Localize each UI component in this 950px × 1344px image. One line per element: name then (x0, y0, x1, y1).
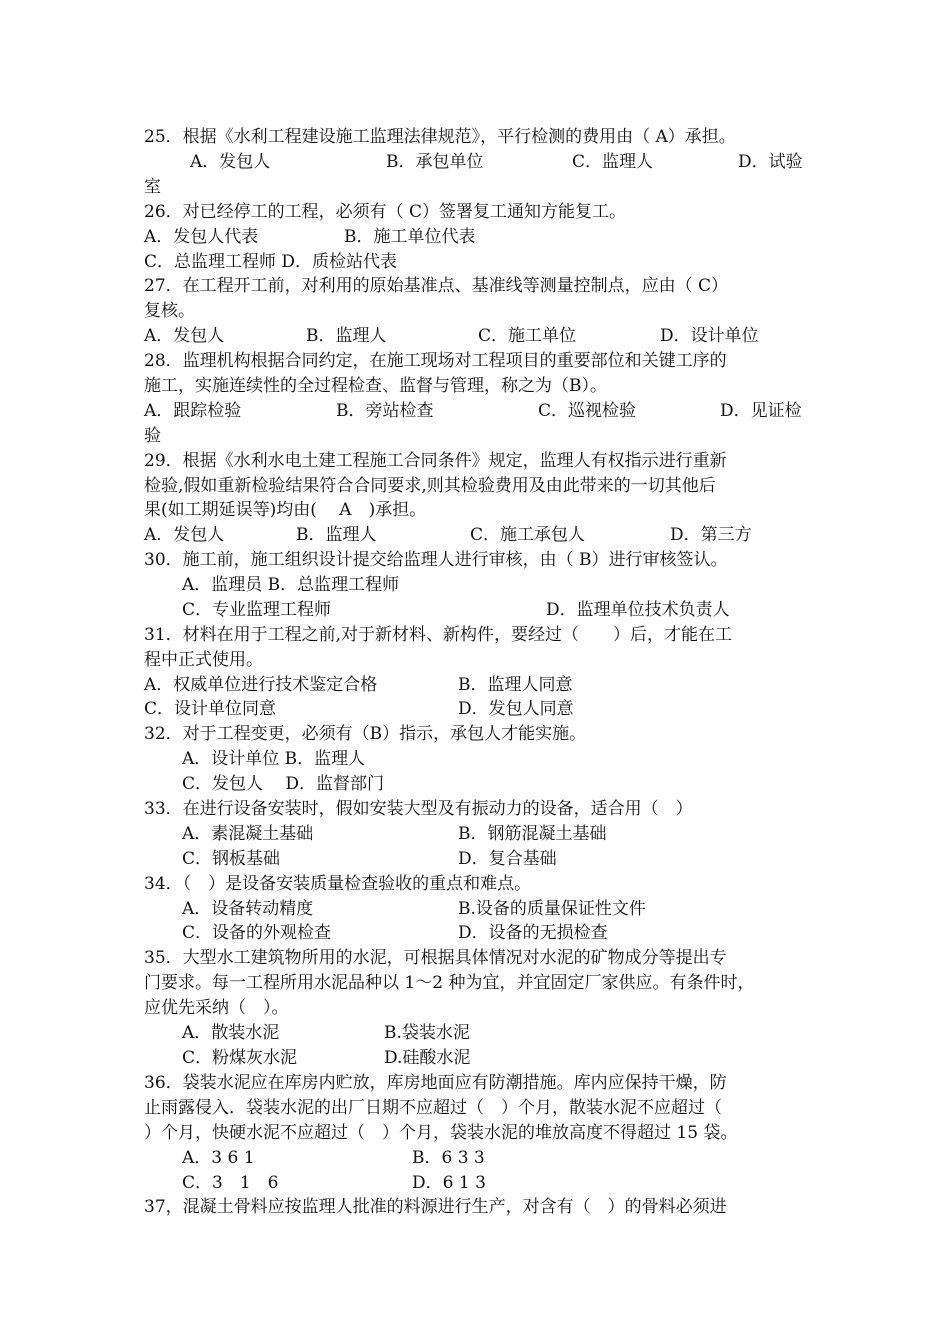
q32-options-ab: A．设计单位 B．监理人 (182, 749, 366, 769)
q35-option-c: C．粉煤灰水泥 (182, 1048, 298, 1068)
q27-question-wrap: 复核。 (144, 301, 195, 321)
q35-question-wrap-2: 应优先采纳（ ）。 (144, 998, 289, 1018)
q29-option-d: D．第三方 (670, 525, 752, 545)
q27-option-d: D．设计单位 (660, 326, 759, 346)
q29-option-b: B．监理人 (296, 525, 377, 545)
q36-question: 36．袋装水泥应在库房内贮放，库房地面应有防潮措施。库内应保持干燥，防 (144, 1073, 727, 1093)
q36-option-a: A．3 6 1 (182, 1148, 255, 1168)
q36-option-b: B．6 3 3 (412, 1148, 485, 1168)
q35-option-a: A．散装水泥 (182, 1023, 280, 1043)
q32-options-cd: C．发包人 D．监督部门 (182, 774, 385, 794)
q34-question: 34．（ ）是设备安装质量检查验收的重点和难点。 (144, 874, 532, 894)
q27-question: 27．在工程开工前，对利用的原始基准点、基准线等测量控制点，应由（ C） (144, 276, 729, 296)
q29-question-wrap-1: 检验,假如重新检验结果符合合同要求,则其检验费用及由此带来的一切其他后 (144, 476, 716, 496)
q28-question-wrap: 施工，实施连续性的全过程检查、监督与管理，称之为（B）。 (144, 376, 607, 396)
q33-option-a: A．素混凝土基础 (182, 824, 314, 844)
q37-question: 37，混凝土骨料应按监理人批准的料源进行生产，对含有（ ）的骨料必须进 (144, 1197, 727, 1217)
q35-option-d: D.硅酸水泥 (384, 1048, 471, 1068)
q25-option-d-wrap: 室 (144, 177, 161, 197)
q30-option-c: C．专业监理工程师 (182, 600, 332, 620)
q31-option-d: D．发包人同意 (458, 699, 574, 719)
q28-option-d: D．见证检 (720, 401, 802, 421)
q25-option-a: A．发包人 (190, 152, 271, 172)
q25-option-c: C．监理人 (572, 152, 654, 172)
q28-option-b: B．旁站检查 (336, 401, 434, 421)
q26-options-cd: C．总监理工程师 D．质检站代表 (144, 252, 398, 272)
q31-option-c: C．设计单位同意 (144, 699, 277, 719)
q31-question: 31．材料在用于工程之前,对于新材料、新构件，要经过（ ）后，才能在工 (144, 625, 733, 645)
q28-option-d-wrap: 验 (144, 426, 161, 446)
q31-option-b: B．监理人同意 (458, 675, 573, 695)
q26-question: 26．对已经停工的工程，必须有（ C）签署复工通知方能复工。 (144, 202, 627, 222)
q27-option-c: C．施工单位 (478, 326, 577, 346)
q30-option-d: D．监理单位技术负责人 (546, 600, 730, 620)
q33-option-b: B．钢筋混凝土基础 (458, 824, 607, 844)
q35-question-wrap-1: 门要求。每一工程所用水泥品种以 1～2 种为宜，并宜固定厂家供应。有条件时， (144, 973, 755, 993)
q31-option-a: A．权威单位进行技术鉴定合格 (144, 675, 378, 695)
q25-option-b: B．承包单位 (386, 152, 484, 172)
q30-question: 30．施工前，施工组织设计提交给监理人进行审核，由（ B）进行审核签认。 (144, 550, 728, 570)
q29-question: 29．根据《水利水电土建工程施工合同条件》规定，监理人有权指示进行重新 (144, 451, 727, 471)
q35-question: 35．大型水工建筑物所用的水泥，可根据具体情况对水泥的矿物成分等提出专 (144, 948, 727, 968)
q28-question: 28．监理机构根据合同约定，在施工现场对工程项目的重要部位和关键工序的 (144, 351, 727, 371)
q36-option-c: C．3 1 6 (182, 1173, 279, 1193)
q33-option-c: C．钢板基础 (182, 849, 281, 869)
q36-question-wrap-2: ）个月，快硬水泥不应超过（ ）个月，袋装水泥的堆放高度不得超过 15 袋。 (144, 1123, 738, 1143)
q27-option-b: B．监理人 (306, 326, 387, 346)
q31-question-wrap: 程中正式使用。 (144, 650, 263, 670)
q27-option-a: A．发包人 (144, 326, 225, 346)
q34-option-a: A．设备转动精度 (182, 899, 314, 919)
q34-option-d: D．设备的无损检查 (458, 923, 608, 943)
q36-question-wrap-1: 止雨露侵入．袋装水泥的出厂日期不应超过（ ）个月，散装水泥不应超过（ (144, 1098, 722, 1118)
q26-option-a: A．发包人代表 (144, 227, 259, 247)
q29-option-c: C．施工承包人 (470, 525, 586, 545)
q34-option-b: B.设备的质量保证性文件 (458, 899, 646, 919)
q32-question: 32．对于工程变更，必须有（B）指示，承包人才能实施。 (144, 724, 587, 744)
q29-option-a: A．发包人 (144, 525, 225, 545)
q35-option-b: B.袋装水泥 (384, 1023, 470, 1043)
q28-option-a: A．跟踪检验 (144, 401, 242, 421)
q33-question: 33．在进行设备安装时，假如安装大型及有振动力的设备，适合用（ ） (144, 799, 693, 819)
q33-option-d: D．复合基础 (458, 849, 557, 869)
q29-question-wrap-2: 果(如工期延误等)均由( A )承担。 (144, 500, 427, 520)
q30-options-ab: A．监理员 B．总监理工程师 (182, 575, 400, 595)
q28-option-c: C．巡视检验 (538, 401, 637, 421)
q26-option-b: B．施工单位代表 (344, 227, 476, 247)
q34-option-c: C．设备的外观检查 (182, 923, 332, 943)
q25-option-d: D．试验 (738, 152, 803, 172)
q25-question: 25．根据《水利工程建设施工监理法律规范》，平行检测的费用由（ A）承担。 (144, 127, 736, 147)
q36-option-d: D．6 1 3 (412, 1173, 486, 1193)
